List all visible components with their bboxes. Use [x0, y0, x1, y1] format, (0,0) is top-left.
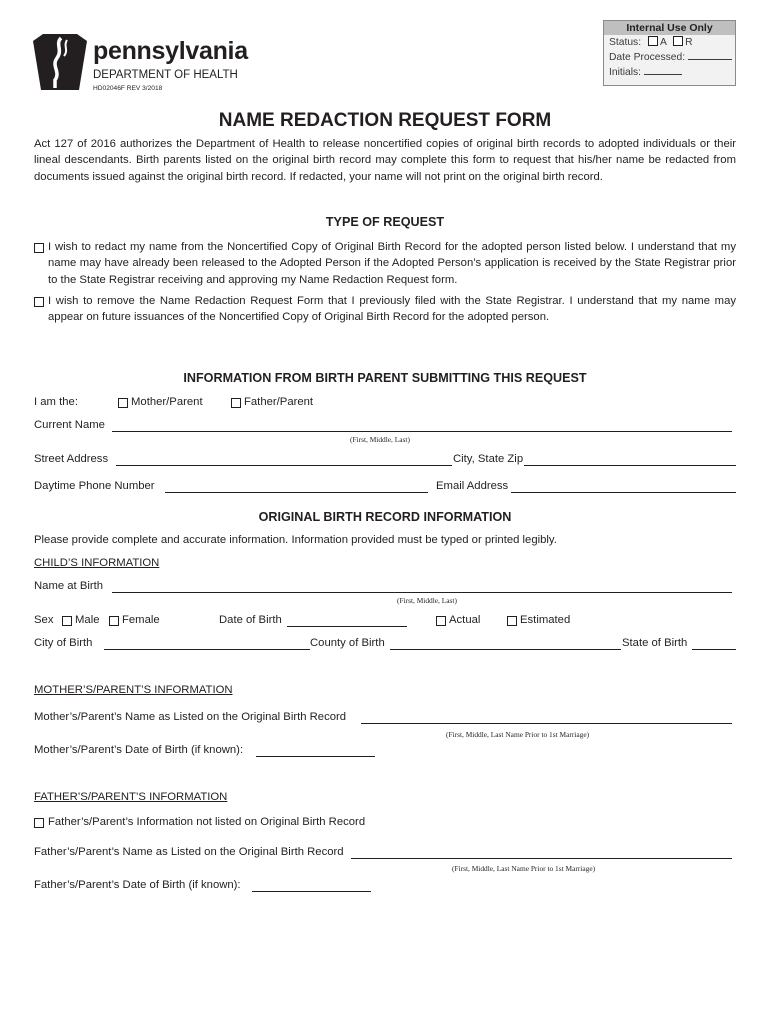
father-not-listed-checkbox[interactable]: [34, 818, 44, 828]
male-checkbox[interactable]: [62, 616, 72, 626]
daytime-phone-label: Daytime Phone Number: [34, 480, 155, 492]
city-state-zip-field[interactable]: [524, 465, 736, 466]
email-address-field[interactable]: [511, 492, 736, 493]
i-am-label: I am the:: [34, 396, 78, 408]
status-a-label: A: [659, 37, 667, 48]
initials-field[interactable]: [644, 65, 682, 75]
initials-label: Initials:: [609, 67, 642, 78]
department-name: DEPARTMENT OF HEALTH: [93, 69, 238, 81]
internal-use-title: Internal Use Only: [604, 21, 735, 35]
state-of-birth-field[interactable]: [692, 649, 736, 650]
intro-paragraph: Act 127 of 2016 authorizes the Department of Health to release noncertified copies of original birth records to adopted individuals or their lineal descendants. Birth parents listed on the original birth record may complete this form to request that his/her name be redacted from documents issued against the original birth record. If redacted, your name will not print on the original birth record.: [34, 138, 736, 183]
father-name-label: Father’s/Parent’s Name as Listed on the Original Birth Record: [34, 846, 344, 858]
male-label: Male: [75, 614, 100, 626]
daytime-phone-field[interactable]: [165, 492, 428, 493]
status-a-checkbox[interactable]: [648, 36, 658, 46]
status-row: [604, 35, 735, 50]
birth-parent-info-heading: INFORMATION FROM BIRTH PARENT SUBMITTING THIS REQUEST: [183, 371, 587, 385]
date-processed-field[interactable]: [688, 50, 732, 60]
mother-parent-checkbox[interactable]: [118, 398, 128, 408]
father-parent-checkbox[interactable]: [231, 398, 241, 408]
form-title: NAME REDACTION REQUEST FORM: [218, 110, 552, 131]
street-address-label: Street Address: [34, 453, 109, 465]
remove-form-option-text: I wish to remove the Name Redaction Request Form that I previously filed with the State Registrar. I understand that my name may appear on future issuances of the Noncertified Copy of Original Birth Record for the adopted person.: [48, 295, 736, 324]
father-dob-label: Father’s/Parent’s Date of Birth (if known):: [34, 879, 241, 891]
sex-label: Sex: [34, 614, 54, 626]
current-name-note: (First, Middle, Last): [350, 435, 410, 444]
child-info-heading: CHILD’S INFORMATION: [34, 557, 160, 569]
city-of-birth-label: City of Birth: [34, 637, 93, 649]
initials-row: [604, 65, 735, 80]
child-dob-label: Date of Birth: [219, 614, 282, 626]
mother-name-label: Mother’s/Parent’s Name as Listed on the Original Birth Record: [34, 711, 347, 723]
redact-name-checkbox[interactable]: [34, 243, 44, 253]
birth-record-heading: ORIGINAL BIRTH RECORD INFORMATION: [258, 510, 512, 524]
actual-checkbox[interactable]: [436, 616, 446, 626]
type-of-request-heading: TYPE OF REQUEST: [325, 215, 445, 229]
mother-name-note: (First, Middle, Last Name Prior to 1st Marriage): [446, 730, 590, 739]
mother-parent-label: Mother/Parent: [131, 396, 203, 408]
county-of-birth-label: County of Birth: [310, 637, 385, 649]
estimated-checkbox[interactable]: [507, 616, 517, 626]
father-name-note: (First, Middle, Last Name Prior to 1st Marriage): [452, 864, 596, 873]
redact-name-option-text: I wish to redact my name from the Noncertified Copy of Original Birth Record for the adopted person listed below. I understand that my name may have already been released to the Adopted Person if the Adopted Person’s application is received by the State Registrar prior to the State Registrar receiving and approving my Name Redaction Request form.: [48, 241, 736, 286]
actual-label: Actual: [449, 614, 481, 626]
mother-info-heading: MOTHER’S/PARENT’S INFORMATION: [34, 684, 233, 696]
birth-record-instruction: Please provide complete and accurate information. Information provided must be typed or printed legibly.: [34, 534, 557, 546]
street-address-field[interactable]: [116, 465, 452, 466]
father-info-heading: FATHER’S/PARENT’S INFORMATION: [34, 791, 228, 803]
city-state-zip-label: City, State Zip: [453, 453, 524, 465]
status-r-label: R: [685, 37, 693, 48]
father-not-listed-label: Father’s/Parent’s Information not listed on Original Birth Record: [48, 816, 366, 828]
name-at-birth-label: Name at Birth: [34, 580, 104, 592]
name-at-birth-note: (First, Middle, Last): [397, 596, 457, 605]
remove-form-checkbox[interactable]: [34, 297, 44, 307]
name-at-birth-field[interactable]: [112, 592, 732, 593]
estimated-label: Estimated: [520, 614, 571, 626]
mother-dob-label: Mother’s/Parent’s Date of Birth (if known):: [34, 744, 244, 756]
date-processed-label: Date Processed:: [609, 52, 686, 63]
status-r-checkbox[interactable]: [673, 36, 683, 46]
father-parent-label: Father/Parent: [244, 396, 314, 408]
brand-name: pennsylvania: [93, 37, 248, 65]
status-label: Status:: [609, 37, 642, 48]
pa-keystone-logo: [33, 34, 87, 90]
mother-name-field[interactable]: [361, 723, 732, 724]
form-code: HD02046F REV 3/2018: [93, 85, 163, 92]
father-name-field[interactable]: [351, 858, 732, 859]
father-dob-field[interactable]: [252, 891, 371, 892]
city-of-birth-field[interactable]: [104, 649, 310, 650]
female-label: Female: [122, 614, 160, 626]
internal-use-box: [603, 20, 736, 86]
child-dob-field[interactable]: [287, 626, 407, 627]
county-of-birth-field[interactable]: [390, 649, 621, 650]
female-checkbox[interactable]: [109, 616, 119, 626]
mother-dob-field[interactable]: [256, 756, 375, 757]
state-of-birth-label: State of Birth: [622, 637, 688, 649]
date-processed-row: [604, 50, 735, 65]
current-name-label: Current Name: [34, 419, 105, 431]
current-name-field[interactable]: [112, 431, 732, 432]
keystone-icon: [33, 34, 87, 90]
email-address-label: Email Address: [436, 480, 509, 492]
